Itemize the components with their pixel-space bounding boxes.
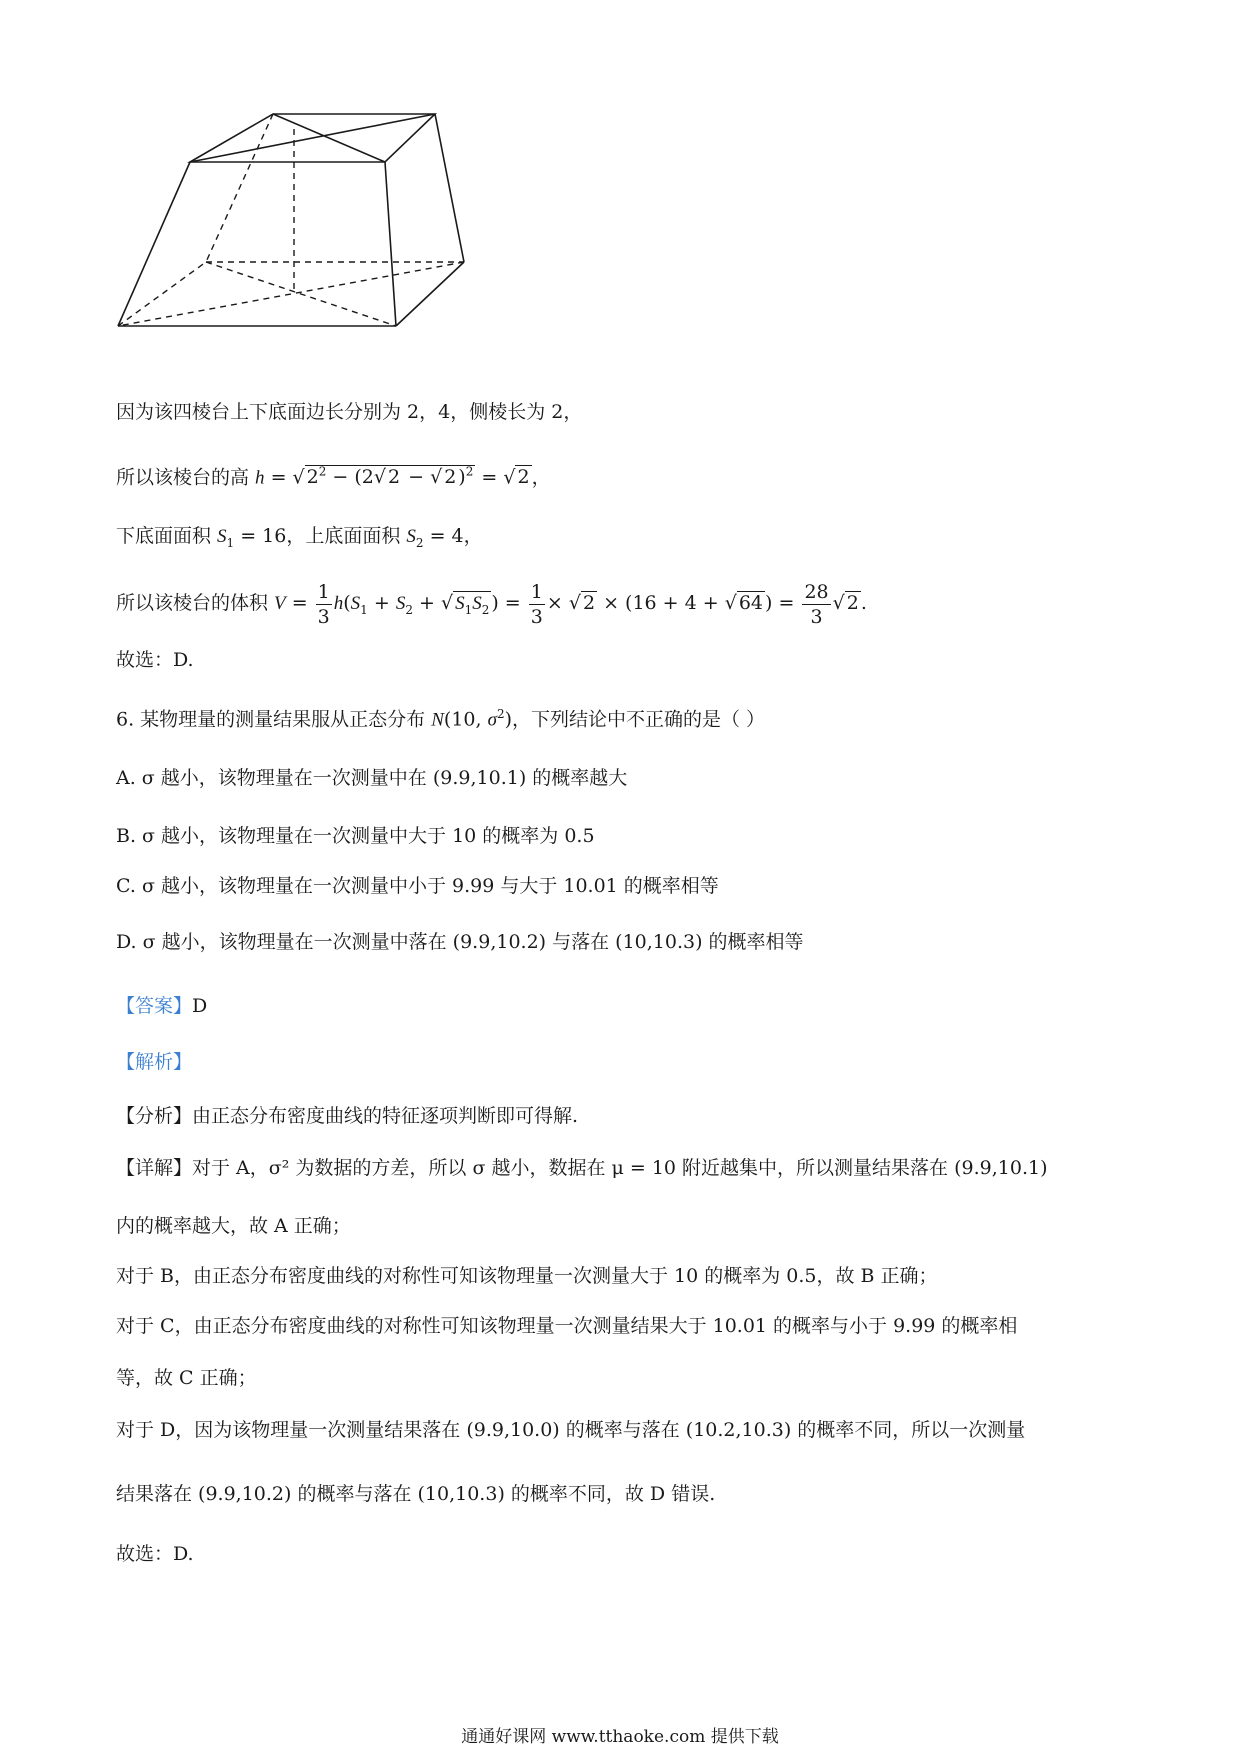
top-diagonal-2 [190,114,435,162]
detail-final: 故选：D. [116,1543,194,1565]
detail-c-line-2: 等，故 C 正确； [116,1367,257,1389]
lateral-edge-front-left [118,162,190,326]
solution-line-areas: 下底面面积 $S_1 = 16$，上底面面积 $S_2 = 4$， [116,525,483,550]
detail-a-line-1: 【详解】对于 A，σ² 为数据的方差，所以 σ 越小，数据在 μ = 10 附近越集中，所以测量结果落在 (9.9,10.1) [116,1157,1048,1179]
detail-a-line-2: 内的概率越大，故 A 正确； [116,1215,351,1237]
fenxi-line: 【分析】由正态分布密度曲线的特征逐项判断即可得解. [116,1105,579,1127]
answer-line [116,992,207,1020]
bottom-diagonal-2-hidden [118,262,464,326]
solution-final: 故选：D. [116,649,194,671]
lateral-edge-back-right [435,114,464,262]
answer-label: 【答案】 [116,995,193,1017]
option-a: A. σ 越小，该物理量在一次测量中在 (9.9,10.1) 的概率越大 [116,767,628,789]
lateral-edge-back-left-hidden [206,114,273,262]
solution-line-height: 所以该棱台的高 h = √ $2^2 - (2√$ 2 − √ 2 )$^2$ = √ 2 ， [116,465,551,489]
option-b: B. σ 越小，该物理量在一次测量中大于 10 的概率为 0.5 [116,825,595,847]
top-diagonal-1 [273,114,385,162]
bottom-right-edge [396,262,464,326]
page-footer: 通通好课网 www.tthaoke.com 提供下载 [461,1727,779,1747]
detail-b-line: 对于 B，由正态分布密度曲线的对称性可知该物理量一次测量大于 10 的概率为 0.5，故 B 正确； [116,1265,938,1287]
detail-d-line-1: 对于 D，因为该物理量一次测量结果落在 (9.9,10.0) 的概率与落在 (10.2,10.3) 的概率不同，所以一次测量 [116,1419,1026,1441]
option-c: C. σ 越小，该物理量在一次测量中小于 9.99 与大于 10.01 的概率相等 [116,875,719,897]
question-stem: 6. 某物理量的测量结果服从正态分布 N(10, $\sigma^2$)，下列结论中不正确的是（ ） [116,707,766,731]
detail-c-line-1: 对于 C，由正态分布密度曲线的对称性可知该物理量一次测量结果大于 10.01 的概率与小于 9.99 的概率相 [116,1315,1018,1337]
solution-line-volume: 所以该棱台的体积 V = $\frac{1}{3}$ $h(S_1 + S_2$ + √ $S_1S_2$ ) = $\frac{1}{3}$ × √ 2 × (16 + 4 + √ 64 ) = $\frac{28}{3}$ √ 2 . [116,580,867,628]
analysis-label: 【解析】 [116,1051,193,1073]
option-d: D. σ 越小，该物理量在一次测量中落在 (9.9,10.2) 与落在 (10,10.3) 的概率相等 [116,931,804,953]
frustum-figure [110,104,530,364]
solution-line-1: 因为该四棱台上下底面边长分别为 2，4，侧棱长为 2， [116,401,583,423]
detail-d-line-2: 结果落在 (9.9,10.2) 的概率与落在 (10,10.3) 的概率不同，故 D 错误. [116,1483,716,1505]
lateral-edge-front-right [385,162,396,326]
answer-value: D [192,995,208,1017]
bottom-diagonal-1-hidden [206,262,396,326]
